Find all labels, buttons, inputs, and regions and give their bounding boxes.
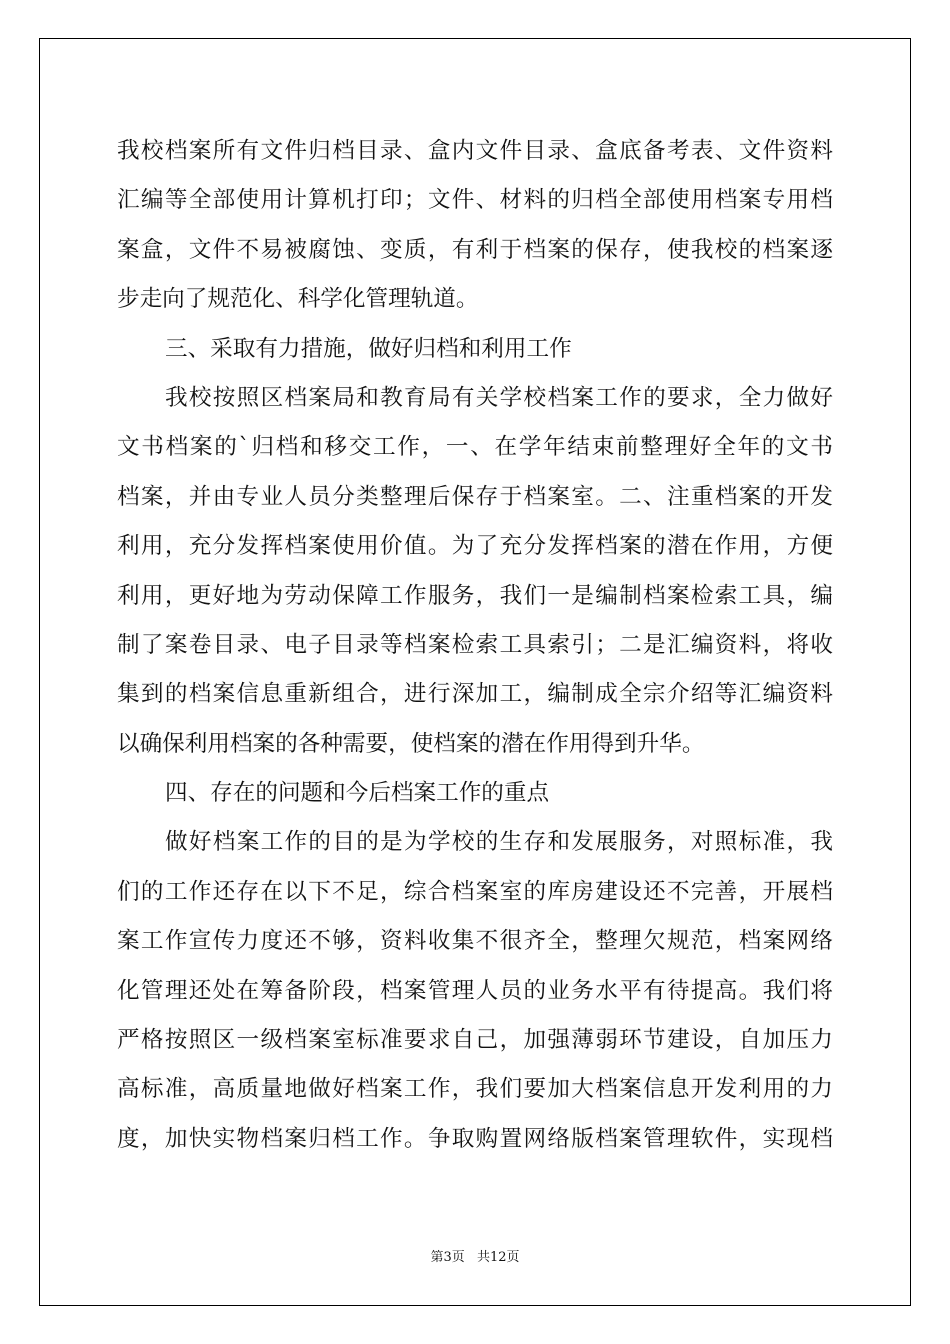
text-line: 利用，更好地为劳动保障工作服务，我们一是编制档案检索工具，编 xyxy=(117,582,833,609)
text-line: 汇编等全部使用计算机打印；文件、材料的归档全部使用档案专用档 xyxy=(117,187,833,214)
paragraph xyxy=(117,325,833,374)
text-line: 我校档案所有文件归档目录、盒内文件目录、盒底备考表、文件资料 xyxy=(117,138,833,164)
paragraph xyxy=(117,769,833,818)
page-footer xyxy=(0,1246,950,1265)
text-line: 四、存在的问题和今后档案工作的重点 xyxy=(165,780,550,807)
document-body xyxy=(117,127,833,1164)
text-line: 们的工作还存在以下不足，综合档案室的库房建设还不完善，开展档 xyxy=(117,878,833,905)
text-line: 以确保利用档案的各种需要，使档案的潜在作用得到升华。 xyxy=(117,730,705,757)
text-line: 制了案卷目录、电子目录等档案检索工具索引；二是汇编资料，将收 xyxy=(117,631,833,658)
paragraph xyxy=(117,374,833,769)
text-line: 我校按照区档案局和教育局有关学校档案工作的要求，全力做好 xyxy=(165,384,833,411)
text-line: 档案，并由专业人员分类整理后保存于档案室。二、注重档案的开发 xyxy=(117,483,833,510)
text-line: 利用，充分发挥档案使用价值。为了充分发挥档案的潜在作用，方便 xyxy=(117,533,833,560)
text-line: 文书档案的`归档和移交工作，一、在学年结束前整理好全年的文书 xyxy=(117,434,833,461)
paragraph xyxy=(117,127,833,325)
paragraph xyxy=(117,818,833,1164)
text-line: 度，加快实物档案归档工作。争取购置网络版档案管理软件，实现档 xyxy=(117,1125,833,1152)
text-line: 集到的档案信息重新组合，进行深加工，编制成全宗介绍等汇编资料 xyxy=(117,681,833,708)
page-total: 共12页 xyxy=(476,1250,520,1265)
text-line: 做好档案工作的目的是为学校的生存和发展服务，对照标准，我 xyxy=(165,829,833,856)
text-line: 严格按照区一级档案室标准要求自己，加强薄弱环节建设，自加压力 xyxy=(117,1027,833,1054)
text-line: 三、采取有力措施，做好归档和利用工作 xyxy=(165,335,572,362)
text-line: 化管理还处在筹备阶段，档案管理人员的业务水平有待提高。我们将 xyxy=(117,977,833,1004)
text-line: 案工作宣传力度还不够，资料收集不很齐全，整理欠规范，档案网络 xyxy=(117,928,833,955)
text-line: 案盒，文件不易被腐蚀、变质，有利于档案的保存，使我校的档案逐 xyxy=(117,236,833,263)
text-line: 步走向了规范化、科学化管理轨道。 xyxy=(117,286,479,313)
page-number: 第3页 xyxy=(430,1250,465,1265)
text-line: 高标准，高质量地做好档案工作，我们要加大档案信息开发利用的力 xyxy=(117,1076,833,1103)
